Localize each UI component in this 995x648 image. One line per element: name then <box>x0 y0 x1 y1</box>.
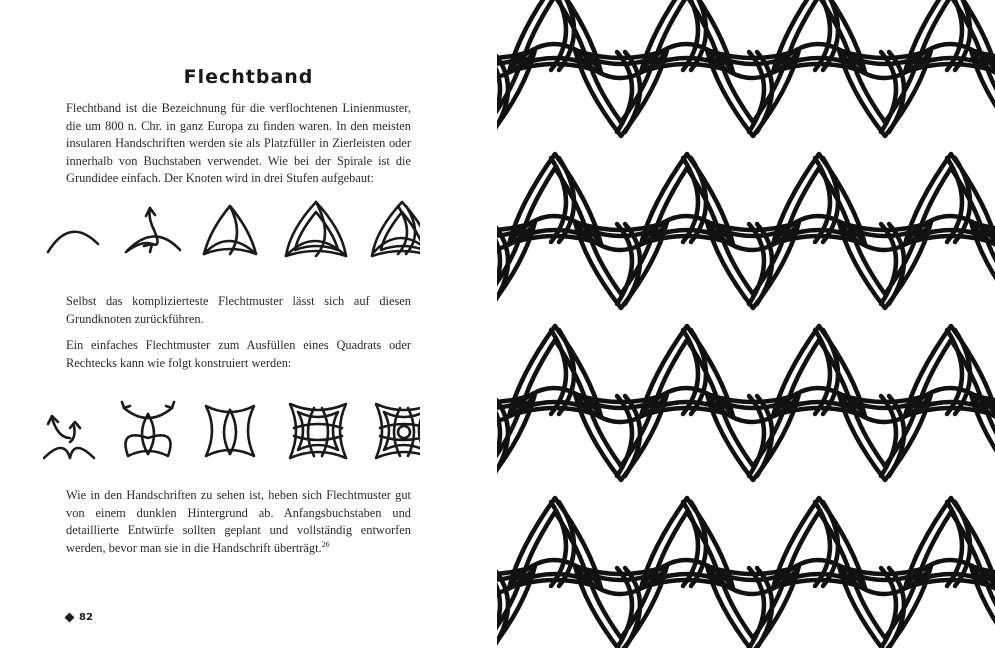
footnote-reference: 26 <box>321 539 330 549</box>
paragraph-manuscripts-text: Wie in den Handschriften zu sehen ist, heben sich Flechtmuster gut von einem dunklen Hintergrund ab. Anfangsbuchstaben und detaillierte Entwürfe sollten geplant und vollständig entworfen werden, bevor man sie in die Handschrift überträgt. <box>66 488 411 555</box>
paragraph-manuscripts <box>66 487 411 557</box>
triquetra-interlaced-icon <box>372 202 420 256</box>
right-page <box>497 0 995 648</box>
arc-icon <box>48 232 98 252</box>
square-knot-outline-icon <box>206 406 254 456</box>
page-title: Flechtband <box>183 66 314 88</box>
paragraph-basis: Selbst das komplizierteste Flechtmuster lässt sich auf diesen Grundknoten zurückführen. <box>66 294 411 326</box>
triquetra-outline-icon <box>204 206 256 254</box>
triquetra-tile-pattern <box>497 0 995 648</box>
square-knot-interlaced-icon <box>376 404 420 458</box>
paragraph-intro: Flechtband ist die Bezeichnung für die verflochtenen Linienmuster, die um 800 n. Chr. in ganz Europa zu finden waren. In den meisten insularen Handschriften werden sie als Platzfüller in Zierleisten oder innerhalb von Buchstaben verwendet. Wie bei der Spirale ist die Grundidee einfach. Der Knoten wird in drei Stufen aufgebaut: <box>66 101 411 185</box>
square-knot-steps-figure <box>40 398 420 470</box>
arrow-arc-icon <box>126 208 180 252</box>
diamond-icon <box>65 613 75 623</box>
left-page <box>0 0 497 648</box>
paragraph-construction: Ein einfaches Flechtmuster zum Ausfüllen eines Quadrats oder Rechtecks kann wie folgt konstruiert werden: <box>66 338 411 370</box>
page-folio <box>66 612 93 623</box>
square-knot-double-icon <box>290 404 346 458</box>
curved-arrows-icon <box>44 416 94 458</box>
triquetra-double-icon <box>286 202 346 256</box>
page-number: 82 <box>79 612 93 623</box>
knot-steps-figure <box>40 200 420 270</box>
crossed-arcs-icon <box>122 402 174 456</box>
